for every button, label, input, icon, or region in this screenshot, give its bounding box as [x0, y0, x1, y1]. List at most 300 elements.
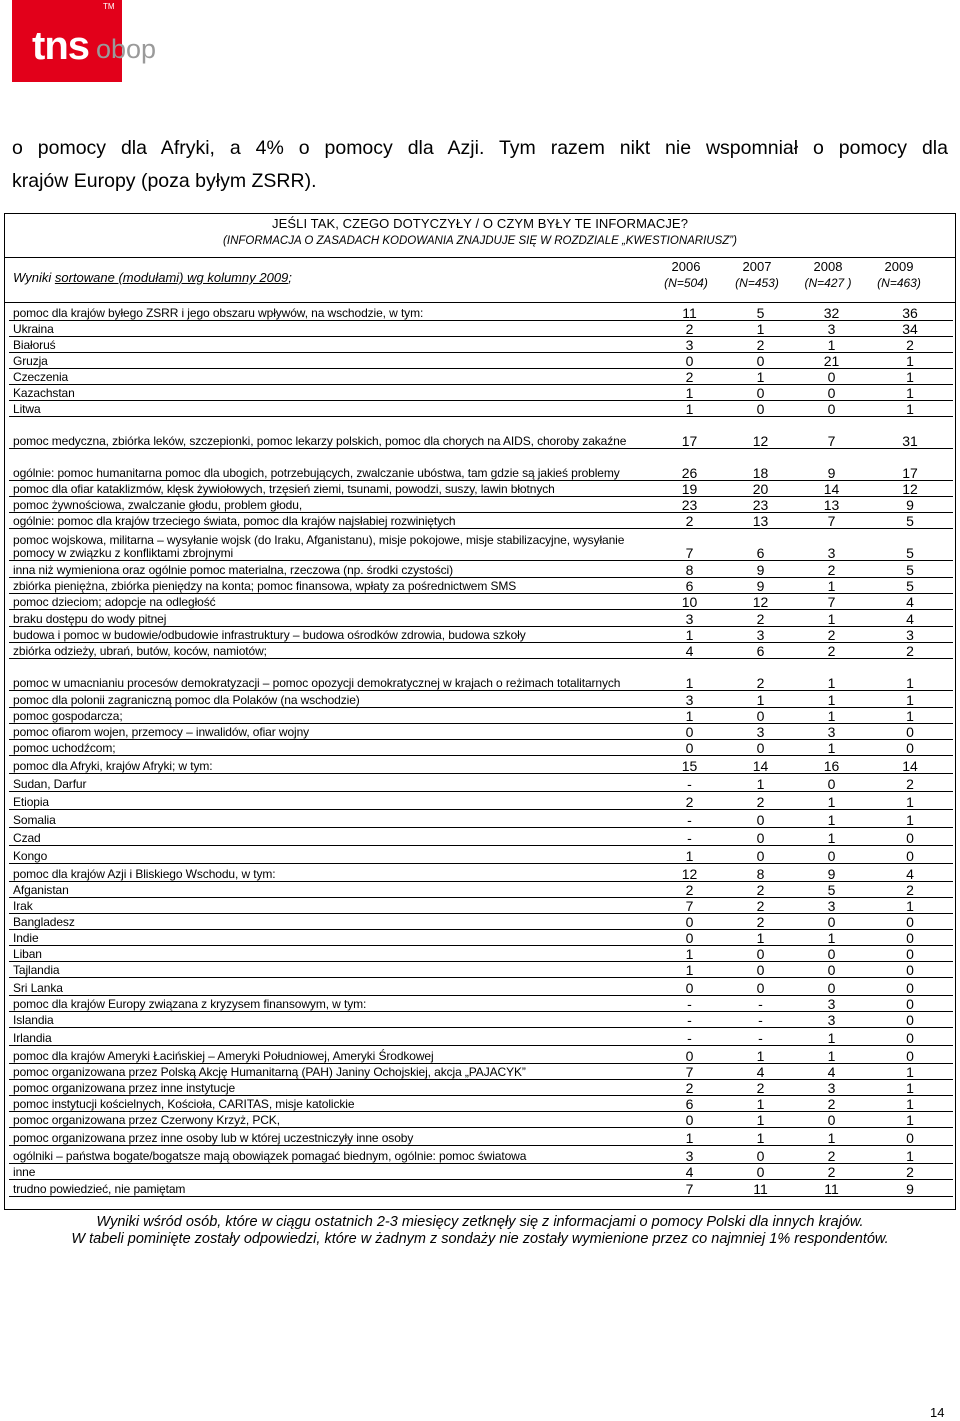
- row-value: 32: [796, 304, 867, 320]
- row-value: 2: [725, 609, 796, 626]
- row-value: 2: [654, 512, 725, 528]
- sort-note: [13, 270, 292, 285]
- row-label: pomoc organizowana przez inne osoby lub w której uczestniczyły inne osoby: [9, 1127, 654, 1145]
- row-value: 2: [867, 1163, 953, 1179]
- row-value: 4: [725, 1063, 796, 1079]
- row-value: 0: [796, 845, 867, 863]
- coding-note: (INFORMACJA O ZASADACH KODOWANIA ZNAJDUJE SIĘ W ROZDZIALE „KWESTIONARIUSZ”): [223, 235, 737, 247]
- row-label: inna niż wymieniona oraz ogólnie pomoc materialna, rzeczowa (np. środki czystości): [9, 560, 654, 577]
- row-value: 1: [867, 658, 953, 690]
- row-value: 3: [654, 690, 725, 707]
- row-value: 12: [867, 480, 953, 496]
- table-row: [9, 897, 953, 913]
- col-year: 2006: [671, 259, 701, 274]
- row-value: 1: [867, 707, 953, 723]
- table-row: [9, 995, 953, 1011]
- table-row: [9, 1027, 953, 1045]
- row-value: 17: [867, 448, 953, 480]
- row-value: 1: [654, 1127, 725, 1145]
- row-value: 1: [796, 658, 867, 690]
- table-row: [9, 1045, 953, 1063]
- results-table-box: [4, 213, 956, 1210]
- sort-prefix: Wyniki: [13, 270, 55, 285]
- row-value: 1: [796, 707, 867, 723]
- row-value: 1: [796, 1027, 867, 1045]
- table-row: [9, 913, 953, 929]
- table-row: [9, 845, 953, 863]
- intro-line-1: o pomocy dla Afryki, a 4% o pomocy dla Azji. Tym razem nikt nie wspomniał o pomocy dla: [12, 137, 948, 159]
- row-label: ogólniki – państwa bogate/bogatsze mają obowiązek pomagać biednym, ogólnie: pomoc światowa: [9, 1145, 654, 1163]
- row-value: 0: [867, 977, 953, 995]
- row-value: 3: [796, 1011, 867, 1027]
- row-value: 1: [796, 739, 867, 755]
- row-value: 5: [725, 304, 796, 320]
- col-n: (N=504): [664, 276, 708, 290]
- row-value: 0: [725, 845, 796, 863]
- row-value: 0: [725, 739, 796, 755]
- row-label: pomoc w umacnianiu procesów demokratyzacji – pomoc opozycji demokratycznej w krajach o reżimach totalitarnych: [9, 658, 654, 690]
- row-value: 3: [796, 1079, 867, 1095]
- row-value: 1: [796, 690, 867, 707]
- row-value: 2: [654, 1079, 725, 1095]
- row-value: 1: [796, 1127, 867, 1145]
- row-label: pomoc dla krajów byłego ZSRR i jego obszaru wpływów, na wschodzie, w tym:: [9, 304, 654, 320]
- row-value: 7: [796, 416, 867, 448]
- row-value: 7: [654, 897, 725, 913]
- row-value: 6: [654, 577, 725, 593]
- table-row: [9, 593, 953, 609]
- row-value: 0: [725, 707, 796, 723]
- row-value: 2: [654, 881, 725, 897]
- row-value: 0: [867, 845, 953, 863]
- intro-paragraph: [12, 132, 948, 198]
- row-label: Somalia: [9, 809, 654, 827]
- table-row: [9, 512, 953, 528]
- table-row: [9, 304, 953, 320]
- table-row: [9, 658, 953, 690]
- col-year: 2008: [813, 259, 843, 274]
- col-n: (N=427 ): [804, 276, 852, 290]
- row-value: 1: [654, 400, 725, 416]
- row-value: 0: [867, 1011, 953, 1027]
- row-value: 1: [725, 368, 796, 384]
- row-value: 2: [725, 881, 796, 897]
- col-header-2007: [722, 259, 792, 291]
- col-n: (N=453): [735, 276, 779, 290]
- row-value: 14: [867, 755, 953, 773]
- row-value: -: [654, 1011, 725, 1027]
- row-value: 9: [725, 577, 796, 593]
- table-row: [9, 416, 953, 448]
- row-value: 0: [725, 827, 796, 845]
- row-value: 2: [654, 320, 725, 336]
- sort-suffix: ;: [288, 270, 292, 285]
- row-value: 7: [796, 593, 867, 609]
- table-row: [9, 929, 953, 945]
- row-value: 3: [725, 723, 796, 739]
- row-value: 5: [867, 528, 953, 560]
- row-value: 13: [725, 512, 796, 528]
- row-label: Gruzja: [9, 352, 654, 368]
- row-value: 0: [654, 913, 725, 929]
- table-row: [9, 1063, 953, 1079]
- row-value: 1: [725, 1095, 796, 1111]
- row-value: 2: [796, 642, 867, 658]
- row-value: 0: [796, 1111, 867, 1127]
- table-row: [9, 1145, 953, 1163]
- row-value: 2: [867, 642, 953, 658]
- row-value: 0: [725, 945, 796, 961]
- logo-brand: tns: [32, 24, 89, 68]
- row-value: 0: [725, 809, 796, 827]
- row-value: -: [725, 995, 796, 1011]
- row-value: 2: [654, 368, 725, 384]
- table-row: [9, 690, 953, 707]
- col-year: 2009: [884, 259, 914, 274]
- row-label: pomoc organizowana przez Czerwony Krzyż, PCK,: [9, 1111, 654, 1127]
- row-value: 19: [654, 480, 725, 496]
- row-label: pomoc wojskowa, militarna – wysyłanie wojsk (do Iraku, Afganistanu), misje pokojowe, misje stabilizacyjne, wysyłanie pomocy w związku z konfliktami zbrojnymi: [9, 528, 654, 560]
- table-row: [9, 400, 953, 416]
- row-value: 14: [725, 755, 796, 773]
- table-row: [9, 577, 953, 593]
- logo-sub: obop: [96, 34, 157, 64]
- row-value: 0: [867, 995, 953, 1011]
- row-value: 1: [654, 845, 725, 863]
- row-label: Litwa: [9, 400, 654, 416]
- table-row: [9, 642, 953, 658]
- row-value: 0: [725, 384, 796, 400]
- table-row: [9, 1079, 953, 1095]
- row-value: 2: [725, 897, 796, 913]
- row-value: 0: [867, 961, 953, 977]
- row-label: Indie: [9, 929, 654, 945]
- row-label: ogólnie: pomoc humanitarna pomoc dla ubogich, potrzebujących, zwalczanie ubóstwa, tam gdzie są jakieś problemy: [9, 448, 654, 480]
- row-value: 0: [654, 1111, 725, 1127]
- row-label: pomoc dla polonii zagraniczną pomoc dla Polaków (na wschodzie): [9, 690, 654, 707]
- row-value: 1: [654, 384, 725, 400]
- row-value: 1: [867, 368, 953, 384]
- table-row: [9, 809, 953, 827]
- row-value: 0: [654, 739, 725, 755]
- row-value: 12: [725, 416, 796, 448]
- row-value: 17: [654, 416, 725, 448]
- row-value: 2: [796, 1145, 867, 1163]
- table-row: [9, 560, 953, 577]
- row-value: 1: [867, 1079, 953, 1095]
- row-label: Kazachstan: [9, 384, 654, 400]
- table-row: [9, 496, 953, 512]
- table-row: [9, 384, 953, 400]
- row-value: 2: [725, 791, 796, 809]
- row-label: Bangladesz: [9, 913, 654, 929]
- row-value: 36: [867, 304, 953, 320]
- row-value: 0: [725, 1163, 796, 1179]
- row-label: pomoc żywnościowa, zwalczanie głodu, problem głodu,: [9, 496, 654, 512]
- header-divider: [5, 257, 955, 258]
- row-value: 2: [725, 1079, 796, 1095]
- row-value: 0: [796, 961, 867, 977]
- table-row: [9, 626, 953, 642]
- row-value: 5: [796, 881, 867, 897]
- row-label: budowa i pomoc w budowie/odbudowie infrastruktury – budowa ośrodków zdrowia, budowa szkoły: [9, 626, 654, 642]
- row-label: pomoc dla Afryki, krajów Afryki; w tym:: [9, 755, 654, 773]
- row-value: 4: [867, 593, 953, 609]
- row-value: 0: [867, 1045, 953, 1063]
- table-row: [9, 1111, 953, 1127]
- row-label: braku dostępu do wody pitnej: [9, 609, 654, 626]
- col-header-2008: [793, 259, 863, 291]
- footnote: [0, 1214, 960, 1248]
- row-value: 1: [725, 320, 796, 336]
- table-row: [9, 945, 953, 961]
- row-value: 11: [725, 1179, 796, 1196]
- row-label: Ukraina: [9, 320, 654, 336]
- table-row: [9, 961, 953, 977]
- row-value: 12: [725, 593, 796, 609]
- row-value: 0: [867, 723, 953, 739]
- question-text: JEŚLI TAK, CZEGO DOTYCZYŁY / O CZYM BYŁY TE INFORMACJE?: [271, 216, 689, 231]
- row-value: 5: [867, 560, 953, 577]
- data-table: [9, 304, 953, 1197]
- col-n: (N=463): [877, 276, 921, 290]
- row-value: 0: [725, 977, 796, 995]
- row-value: 1: [867, 791, 953, 809]
- row-value: 0: [867, 913, 953, 929]
- row-value: 1: [796, 577, 867, 593]
- row-value: 1: [796, 791, 867, 809]
- row-value: 18: [725, 448, 796, 480]
- sort-underlined: sortowane (modułami) wg kolumny 2009: [54, 270, 289, 285]
- row-value: 1: [796, 827, 867, 845]
- row-value: 12: [654, 863, 725, 881]
- footnote-line-1: Wyniki wśród osób, które w ciągu ostatnich 2-3 miesięcy zetknęły się z informacjami o pomocy Polski dla innych krajów.: [96, 1214, 864, 1230]
- row-value: 2: [796, 1095, 867, 1111]
- row-value: 0: [796, 977, 867, 995]
- table-row: [9, 1127, 953, 1145]
- row-label: Liban: [9, 945, 654, 961]
- row-value: 7: [796, 512, 867, 528]
- row-value: 1: [867, 1111, 953, 1127]
- col-header-2006: [651, 259, 721, 291]
- table-row: [9, 1095, 953, 1111]
- table-row: [9, 1179, 953, 1196]
- row-value: 1: [654, 658, 725, 690]
- row-value: 1: [796, 336, 867, 352]
- row-value: 2: [725, 913, 796, 929]
- row-label: Etiopia: [9, 791, 654, 809]
- row-value: 31: [867, 416, 953, 448]
- row-value: 2: [867, 773, 953, 791]
- row-label: pomoc ofiarom wojen, przemocy – inwalidów, ofiar wojny: [9, 723, 654, 739]
- row-label: Czad: [9, 827, 654, 845]
- table-row: [9, 448, 953, 480]
- row-value: 13: [796, 496, 867, 512]
- row-value: 34: [867, 320, 953, 336]
- row-value: 0: [867, 739, 953, 755]
- table-row: [9, 755, 953, 773]
- row-value: 1: [654, 707, 725, 723]
- row-value: 8: [654, 560, 725, 577]
- row-value: 20: [725, 480, 796, 496]
- row-value: 3: [796, 897, 867, 913]
- row-value: 9: [796, 863, 867, 881]
- row-value: 1: [796, 809, 867, 827]
- row-label: Sudan, Darfur: [9, 773, 654, 791]
- row-value: 0: [654, 977, 725, 995]
- row-label: Irlandia: [9, 1027, 654, 1045]
- table-row: [9, 336, 953, 352]
- row-value: 1: [796, 929, 867, 945]
- row-value: 1: [867, 384, 953, 400]
- table-header: [5, 214, 955, 247]
- row-value: 0: [867, 929, 953, 945]
- row-label: Kongo: [9, 845, 654, 863]
- row-value: 1: [867, 1145, 953, 1163]
- logo-trademark: TM: [103, 2, 115, 11]
- row-value: 1: [867, 690, 953, 707]
- row-label: ogólnie: pomoc dla krajów trzeciego świata, pomoc dla krajów najsłabiej rozwiniętych: [9, 512, 654, 528]
- row-value: 1: [725, 1045, 796, 1063]
- row-value: 1: [796, 1045, 867, 1063]
- row-label: pomoc uchodźcom;: [9, 739, 654, 755]
- intro-line-2: krajów Europy (poza byłym ZSRR).: [12, 170, 317, 192]
- col-year: 2007: [742, 259, 772, 274]
- row-value: 6: [654, 1095, 725, 1111]
- row-value: 16: [796, 755, 867, 773]
- row-value: 1: [725, 773, 796, 791]
- row-value: 1: [725, 1127, 796, 1145]
- row-value: 26: [654, 448, 725, 480]
- row-label: pomoc organizowana przez Polską Akcję Humanitarną (PAH) Janiny Ochojskiej, akcja „PAJACYK”: [9, 1063, 654, 1079]
- row-value: 0: [867, 945, 953, 961]
- row-value: 7: [654, 1063, 725, 1079]
- row-value: 2: [796, 1163, 867, 1179]
- row-value: 0: [867, 1027, 953, 1045]
- row-label: trudno powiedzieć, nie pamiętam: [9, 1179, 654, 1196]
- row-value: 11: [796, 1179, 867, 1196]
- row-value: 1: [654, 945, 725, 961]
- footnote-line-2: W tabeli pominięte zostały odpowiedzi, które w żadnym z sondaży nie zostały wymienione przez co najmniej 1% respondentów.: [71, 1231, 889, 1247]
- row-value: 1: [867, 352, 953, 368]
- row-value: 0: [725, 400, 796, 416]
- row-value: 5: [867, 512, 953, 528]
- table-row: [9, 368, 953, 384]
- row-value: 0: [654, 723, 725, 739]
- row-value: 1: [867, 1095, 953, 1111]
- row-value: 2: [796, 560, 867, 577]
- row-value: 3: [725, 626, 796, 642]
- row-value: 1: [725, 929, 796, 945]
- table-row: [9, 739, 953, 755]
- row-label: Czeczenia: [9, 368, 654, 384]
- row-label: pomoc organizowana przez inne instytucje: [9, 1079, 654, 1095]
- table-row: [9, 707, 953, 723]
- row-value: -: [654, 995, 725, 1011]
- row-value: 3: [654, 609, 725, 626]
- row-label: Islandia: [9, 1011, 654, 1027]
- row-value: -: [654, 1027, 725, 1045]
- table-row: [9, 863, 953, 881]
- row-value: -: [654, 827, 725, 845]
- row-value: 1: [796, 609, 867, 626]
- row-value: 15: [654, 755, 725, 773]
- row-value: 2: [796, 626, 867, 642]
- row-value: 2: [725, 336, 796, 352]
- row-label: Irak: [9, 897, 654, 913]
- row-value: 1: [725, 1111, 796, 1127]
- row-label: pomoc dla krajów Europy związana z kryzysem finansowym, w tym:: [9, 995, 654, 1011]
- table-row: [9, 723, 953, 739]
- row-value: 0: [796, 384, 867, 400]
- row-value: 7: [654, 1179, 725, 1196]
- row-value: 0: [725, 1145, 796, 1163]
- row-value: -: [654, 809, 725, 827]
- table-row: [9, 881, 953, 897]
- row-value: 6: [725, 642, 796, 658]
- row-label: pomoc medyczna, zbiórka leków, szczepionki, pomoc lekarzy polskich, pomoc dla chorych na AIDS, choroby zakaźne: [9, 416, 654, 448]
- row-value: 8: [725, 863, 796, 881]
- row-label: Sri Lanka: [9, 977, 654, 995]
- row-label: inne: [9, 1163, 654, 1179]
- table-row: [9, 773, 953, 791]
- row-label: pomoc dzieciom; adopcje na odległość: [9, 593, 654, 609]
- row-value: 0: [654, 352, 725, 368]
- row-label: zbiórka pieniężna, zbiórka pieniędzy na konta; pomoc finansowa, wpłaty za pośrednictwem SMS: [9, 577, 654, 593]
- row-value: 3: [796, 995, 867, 1011]
- row-value: 3: [796, 528, 867, 560]
- row-value: 0: [654, 1045, 725, 1063]
- row-value: 11: [654, 304, 725, 320]
- table-row: [9, 791, 953, 809]
- row-label: pomoc dla krajów Ameryki Łacińskiej – Ameryki Południowej, Ameryki Środkowej: [9, 1045, 654, 1063]
- row-value: 4: [654, 642, 725, 658]
- row-value: 3: [796, 320, 867, 336]
- row-value: 0: [867, 1127, 953, 1145]
- row-value: 0: [796, 400, 867, 416]
- col-header-2009: [864, 259, 934, 291]
- row-value: 0: [796, 368, 867, 384]
- row-label: pomoc gospodarcza;: [9, 707, 654, 723]
- row-label: Tajlandia: [9, 961, 654, 977]
- table-row: [9, 528, 953, 560]
- row-label: Afganistan: [9, 881, 654, 897]
- row-value: 4: [654, 1163, 725, 1179]
- row-value: 2: [867, 881, 953, 897]
- row-value: 0: [725, 352, 796, 368]
- row-label: pomoc instytucji kościelnych, Kościoła, CARITAS, misje katolickie: [9, 1095, 654, 1111]
- row-value: 9: [796, 448, 867, 480]
- row-value: 1: [867, 400, 953, 416]
- row-value: 3: [654, 1145, 725, 1163]
- row-value: 6: [725, 528, 796, 560]
- header-bottom-divider: [5, 302, 955, 303]
- row-value: 0: [867, 827, 953, 845]
- row-value: 1: [867, 897, 953, 913]
- table-row: [9, 1163, 953, 1179]
- row-value: 21: [796, 352, 867, 368]
- table-row: [9, 1011, 953, 1027]
- row-value: 10: [654, 593, 725, 609]
- row-value: 9: [867, 496, 953, 512]
- row-label: pomoc dla krajów Azji i Bliskiego Wschodu, w tym:: [9, 863, 654, 881]
- row-value: 3: [867, 626, 953, 642]
- row-value: -: [725, 1027, 796, 1045]
- table-row: [9, 609, 953, 626]
- table-row: [9, 352, 953, 368]
- row-value: 23: [654, 496, 725, 512]
- row-value: -: [654, 773, 725, 791]
